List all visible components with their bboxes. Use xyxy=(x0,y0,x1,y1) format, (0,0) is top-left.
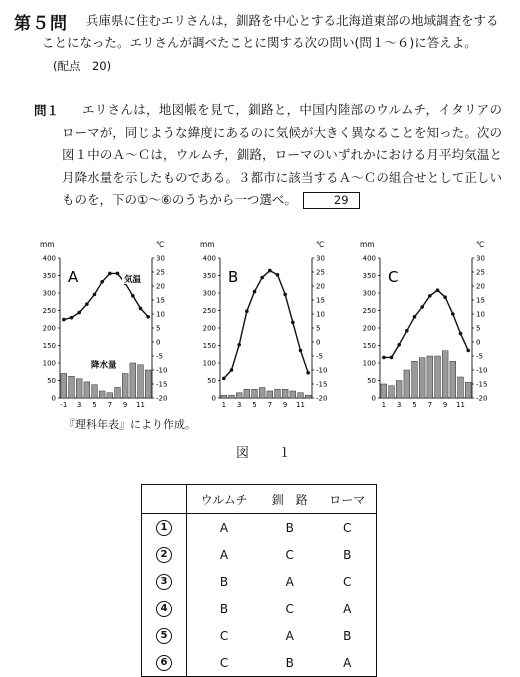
celsius-tick-label: 0 xyxy=(476,338,481,347)
mm-tick-label: 250 xyxy=(42,307,56,315)
month-tick-label: 3 xyxy=(396,401,402,409)
choice-kushiro: A xyxy=(285,628,294,643)
mm-tick-label: 50 xyxy=(207,377,216,385)
choice-urumqi: A xyxy=(219,520,229,535)
precip-bar xyxy=(381,384,387,398)
points-note: (配点 20) xyxy=(53,59,112,73)
celsius-tick-label: 5 xyxy=(476,324,481,333)
choice-urumqi: B xyxy=(219,574,229,589)
precip-bar xyxy=(389,386,395,398)
choice-rome: B xyxy=(318,541,376,568)
choice-number xyxy=(142,541,187,568)
celsius-tick-label: 15 xyxy=(476,296,485,305)
choice-number-circle: 5 xyxy=(156,628,172,644)
mm-tick-label: 250 xyxy=(362,307,376,315)
mm-tick-label: 150 xyxy=(42,342,56,350)
precip-bar xyxy=(138,365,144,398)
choice-number xyxy=(142,649,187,677)
intro-line-1: 兵庫県に住むエリさんは，釧路を中心とする北海道東部の地域調査をする xyxy=(86,13,499,28)
choice-number-circle: 6 xyxy=(156,655,172,671)
celsius-tick-label: 25 xyxy=(156,268,165,277)
precip-bar xyxy=(427,356,433,398)
temperature-point xyxy=(253,290,257,294)
precip-bar xyxy=(419,358,425,398)
subquestion-text xyxy=(62,99,502,212)
precip-bar xyxy=(450,361,456,398)
panel-label: A xyxy=(68,268,79,286)
month-tick-label: 7 xyxy=(267,401,273,409)
precip-bar xyxy=(252,389,258,398)
celsius-tick-label: -10 xyxy=(156,366,168,375)
precip-bar xyxy=(275,389,281,398)
precip-bar xyxy=(99,391,105,398)
temperature-line xyxy=(384,290,468,357)
mm-tick-label: 100 xyxy=(362,359,376,368)
unit-celsius: ℃ xyxy=(476,240,485,249)
answer-box[interactable]: 29 xyxy=(303,192,360,209)
temperature-point xyxy=(237,343,241,347)
celsius-tick-label: 5 xyxy=(316,324,321,333)
celsius-tick-label: -20 xyxy=(316,394,328,403)
table-header-row xyxy=(142,485,377,514)
climate-chart-b xyxy=(190,238,340,410)
choice-number-circle: 2 xyxy=(156,547,172,563)
month-tick-label: -1 xyxy=(60,401,68,409)
mm-tick-label: 200 xyxy=(202,324,216,333)
mm-tick-label: 200 xyxy=(362,324,376,333)
mm-tick-label: 300 xyxy=(202,289,216,298)
header-kushiro: 釧 路 xyxy=(261,485,318,514)
header-rome: ローマ xyxy=(318,485,376,514)
mm-tick-label: 350 xyxy=(202,272,216,280)
choice-urumqi: C xyxy=(187,649,262,677)
month-tick-label: 9 xyxy=(442,401,448,409)
precip-bar xyxy=(229,395,235,398)
temperature-point xyxy=(451,312,455,316)
precip-label: 降水量 xyxy=(91,360,117,371)
temperature-point xyxy=(62,318,66,322)
precip-bar xyxy=(259,388,265,399)
choice-row[interactable] xyxy=(142,622,377,649)
celsius-tick-label: -10 xyxy=(476,366,488,375)
answer-choices-table xyxy=(141,484,377,677)
celsius-tick-label: 0 xyxy=(156,338,161,347)
precip-bar xyxy=(404,370,410,398)
mm-tick-label: 350 xyxy=(42,272,56,280)
precip-bar xyxy=(458,377,464,398)
mm-tick-label: 250 xyxy=(202,307,216,315)
unit-mm: mm xyxy=(200,240,215,249)
precip-bar xyxy=(267,391,273,398)
mm-tick-label: 350 xyxy=(362,272,376,280)
choice-number xyxy=(142,595,187,622)
choice-kushiro: C xyxy=(285,547,294,562)
temperature-label: 気温 xyxy=(124,275,142,285)
precip-bar xyxy=(84,382,90,398)
temperature-point xyxy=(382,356,386,360)
mm-tick-label: 400 xyxy=(362,254,376,263)
celsius-tick-label: -20 xyxy=(156,394,168,403)
unit-celsius: ℃ xyxy=(316,240,325,249)
month-tick-label: 9 xyxy=(122,401,128,409)
mm-tick-label: 100 xyxy=(42,359,56,368)
question-number: 第５問 xyxy=(14,14,68,34)
celsius-tick-label: 10 xyxy=(316,310,325,319)
choice-kushiro: B xyxy=(285,520,294,535)
temperature-point xyxy=(245,309,249,313)
temperature-point xyxy=(428,294,432,298)
temperature-point xyxy=(276,273,280,277)
figure-source: 『理科年表』により作成。 xyxy=(64,418,196,431)
temperature-point xyxy=(291,321,295,325)
unit-mm: mm xyxy=(40,240,55,249)
precip-bar xyxy=(221,395,227,398)
celsius-tick-label: 20 xyxy=(476,282,485,291)
celsius-tick-label: -15 xyxy=(156,380,168,389)
celsius-tick-label: -15 xyxy=(476,380,488,389)
precip-bar xyxy=(122,374,128,399)
temperature-point xyxy=(413,315,417,319)
precip-bar xyxy=(107,393,113,398)
precip-bar xyxy=(61,374,67,399)
header-blank xyxy=(142,485,187,514)
unit-celsius: ℃ xyxy=(156,240,165,249)
month-tick-label: 3 xyxy=(76,401,82,409)
precip-bar xyxy=(130,363,136,398)
temperature-point xyxy=(77,311,81,315)
mm-tick-label: 150 xyxy=(362,342,376,350)
month-tick-label: 5 xyxy=(252,401,257,409)
precip-bar xyxy=(412,361,418,398)
month-tick-label: 11 xyxy=(456,401,465,409)
celsius-tick-label: 15 xyxy=(316,296,325,305)
precip-bar xyxy=(282,389,288,398)
celsius-tick-label: 25 xyxy=(476,268,485,277)
month-tick-label: 1 xyxy=(221,401,227,409)
mm-tick-label: 100 xyxy=(202,359,216,368)
month-tick-label: 5 xyxy=(412,401,417,409)
choice-number-circle: 3 xyxy=(156,574,172,590)
month-tick-label: 7 xyxy=(427,401,433,409)
month-tick-label: 11 xyxy=(136,401,145,409)
precip-bar xyxy=(115,388,121,399)
precip-bar xyxy=(465,382,471,398)
celsius-tick-label: 10 xyxy=(476,310,485,319)
precip-bar xyxy=(305,395,311,398)
mm-tick-label: 300 xyxy=(42,289,56,298)
precip-bar xyxy=(442,351,448,398)
temperature-point xyxy=(306,371,310,375)
celsius-tick-label: -5 xyxy=(316,352,323,361)
mm-tick-label: 0 xyxy=(51,394,56,403)
temperature-point xyxy=(116,272,120,276)
choice-row[interactable] xyxy=(142,541,377,568)
temperature-point xyxy=(139,307,143,311)
panel-label: C xyxy=(388,268,399,286)
mm-tick-label: 50 xyxy=(367,377,376,385)
precip-bar xyxy=(290,391,296,398)
celsius-tick-label: 15 xyxy=(156,296,165,305)
mm-tick-label: 400 xyxy=(42,254,56,263)
panel-label: B xyxy=(228,268,239,286)
choice-number-circle: 4 xyxy=(156,601,172,617)
temperature-point xyxy=(299,349,303,353)
celsius-tick-label: 30 xyxy=(316,254,325,263)
celsius-tick-label: 25 xyxy=(316,268,325,277)
temperature-point xyxy=(405,329,409,333)
celsius-tick-label: 30 xyxy=(476,254,485,263)
temperature-point xyxy=(436,288,440,292)
choice-rome: C xyxy=(318,514,376,542)
choice-urumqi: B xyxy=(219,601,229,616)
celsius-tick-label: 0 xyxy=(316,338,321,347)
choice-row[interactable] xyxy=(142,595,377,622)
choice-urumqi: A xyxy=(219,547,229,562)
celsius-tick-label: -20 xyxy=(476,394,488,403)
precip-bar xyxy=(244,389,250,398)
unit-mm: mm xyxy=(360,240,375,249)
choice-row[interactable] xyxy=(142,568,377,595)
temperature-point xyxy=(260,276,264,280)
month-tick-label: 7 xyxy=(107,401,113,409)
temperature-line xyxy=(224,271,308,379)
temperature-point xyxy=(466,349,470,353)
precip-bar xyxy=(236,393,242,398)
choice-rome: C xyxy=(318,568,376,595)
celsius-tick-label: -15 xyxy=(316,380,328,389)
choice-number xyxy=(142,568,187,595)
climate-chart-a xyxy=(30,238,180,410)
celsius-tick-label: 30 xyxy=(156,254,165,263)
climate-chart-c xyxy=(350,238,500,410)
month-tick-label: 1 xyxy=(381,401,387,409)
celsius-tick-label: 10 xyxy=(156,310,165,319)
choice-row[interactable] xyxy=(142,649,377,677)
header-urumqi: ウルムチ xyxy=(187,485,262,514)
month-tick-label: 9 xyxy=(282,401,288,409)
month-tick-label: 3 xyxy=(236,401,242,409)
temperature-point xyxy=(390,356,394,360)
choice-rome: B xyxy=(318,622,376,649)
mm-tick-label: 0 xyxy=(371,394,376,403)
precip-bar xyxy=(298,393,304,398)
choice-number xyxy=(142,514,187,542)
temperature-point xyxy=(100,280,104,284)
celsius-tick-label: 20 xyxy=(316,282,325,291)
celsius-tick-label: -5 xyxy=(156,352,163,361)
temperature-point xyxy=(131,294,135,298)
choice-kushiro: C xyxy=(285,601,294,616)
choice-row[interactable] xyxy=(142,514,377,542)
celsius-tick-label: -5 xyxy=(476,352,483,361)
choice-kushiro: B xyxy=(261,649,318,677)
subquestion-label: 問１ xyxy=(34,103,60,118)
subquestion-body: エリさんは，地図帳を見て，釧路と，中国内陸部のウルムチ，イタリアのローマが，同じような緯度にあるのに気候が大きく異なることを知った。次の図１中のＡ～Ｃは，ウルムチ，釧路，ローマのいずれかにおける月平均気温と月降水量を示したものである。３都市に該当するＡ～Ｃの組合せとして正しいものを，下の①～⑥のうちから一つ選べ。 xyxy=(62,102,502,207)
mm-tick-label: 150 xyxy=(202,342,216,350)
temperature-point xyxy=(283,293,287,297)
precip-bar xyxy=(76,379,82,398)
intro-line-2: ことになった。エリさんが調べたことに関する次の問い(問１～６)に答えよ。 xyxy=(42,35,477,50)
figure-caption: 図 １ xyxy=(236,446,300,461)
mm-tick-label: 0 xyxy=(211,394,216,403)
choice-number-circle: 1 xyxy=(156,520,172,536)
temperature-point xyxy=(85,302,89,306)
choice-number xyxy=(142,622,187,649)
temperature-point xyxy=(93,293,97,297)
choice-rome: A xyxy=(318,595,376,622)
temperature-point xyxy=(459,332,463,336)
celsius-tick-label: 5 xyxy=(156,324,161,333)
temperature-point xyxy=(443,295,447,299)
temperature-point xyxy=(108,272,112,276)
celsius-tick-label: -10 xyxy=(316,366,328,375)
mm-tick-label: 400 xyxy=(202,254,216,263)
temperature-point xyxy=(222,377,226,381)
precip-bar xyxy=(396,381,402,399)
choice-urumqi: C xyxy=(219,628,229,643)
choice-kushiro: A xyxy=(285,574,294,589)
temperature-point xyxy=(397,343,401,347)
temperature-point xyxy=(420,305,424,309)
mm-tick-label: 200 xyxy=(42,324,56,333)
month-tick-label: 11 xyxy=(296,401,305,409)
temperature-point xyxy=(146,315,150,319)
choice-rome: A xyxy=(318,649,376,677)
precip-bar xyxy=(145,370,151,398)
temperature-point xyxy=(230,368,234,372)
mm-tick-label: 50 xyxy=(47,377,56,385)
precip-bar xyxy=(69,376,75,398)
celsius-tick-label: 20 xyxy=(156,282,165,291)
precip-bar xyxy=(92,385,98,398)
temperature-point xyxy=(70,316,74,320)
temperature-point xyxy=(268,269,272,273)
precip-bar xyxy=(435,356,441,398)
mm-tick-label: 300 xyxy=(362,289,376,298)
month-tick-label: 5 xyxy=(92,401,97,409)
